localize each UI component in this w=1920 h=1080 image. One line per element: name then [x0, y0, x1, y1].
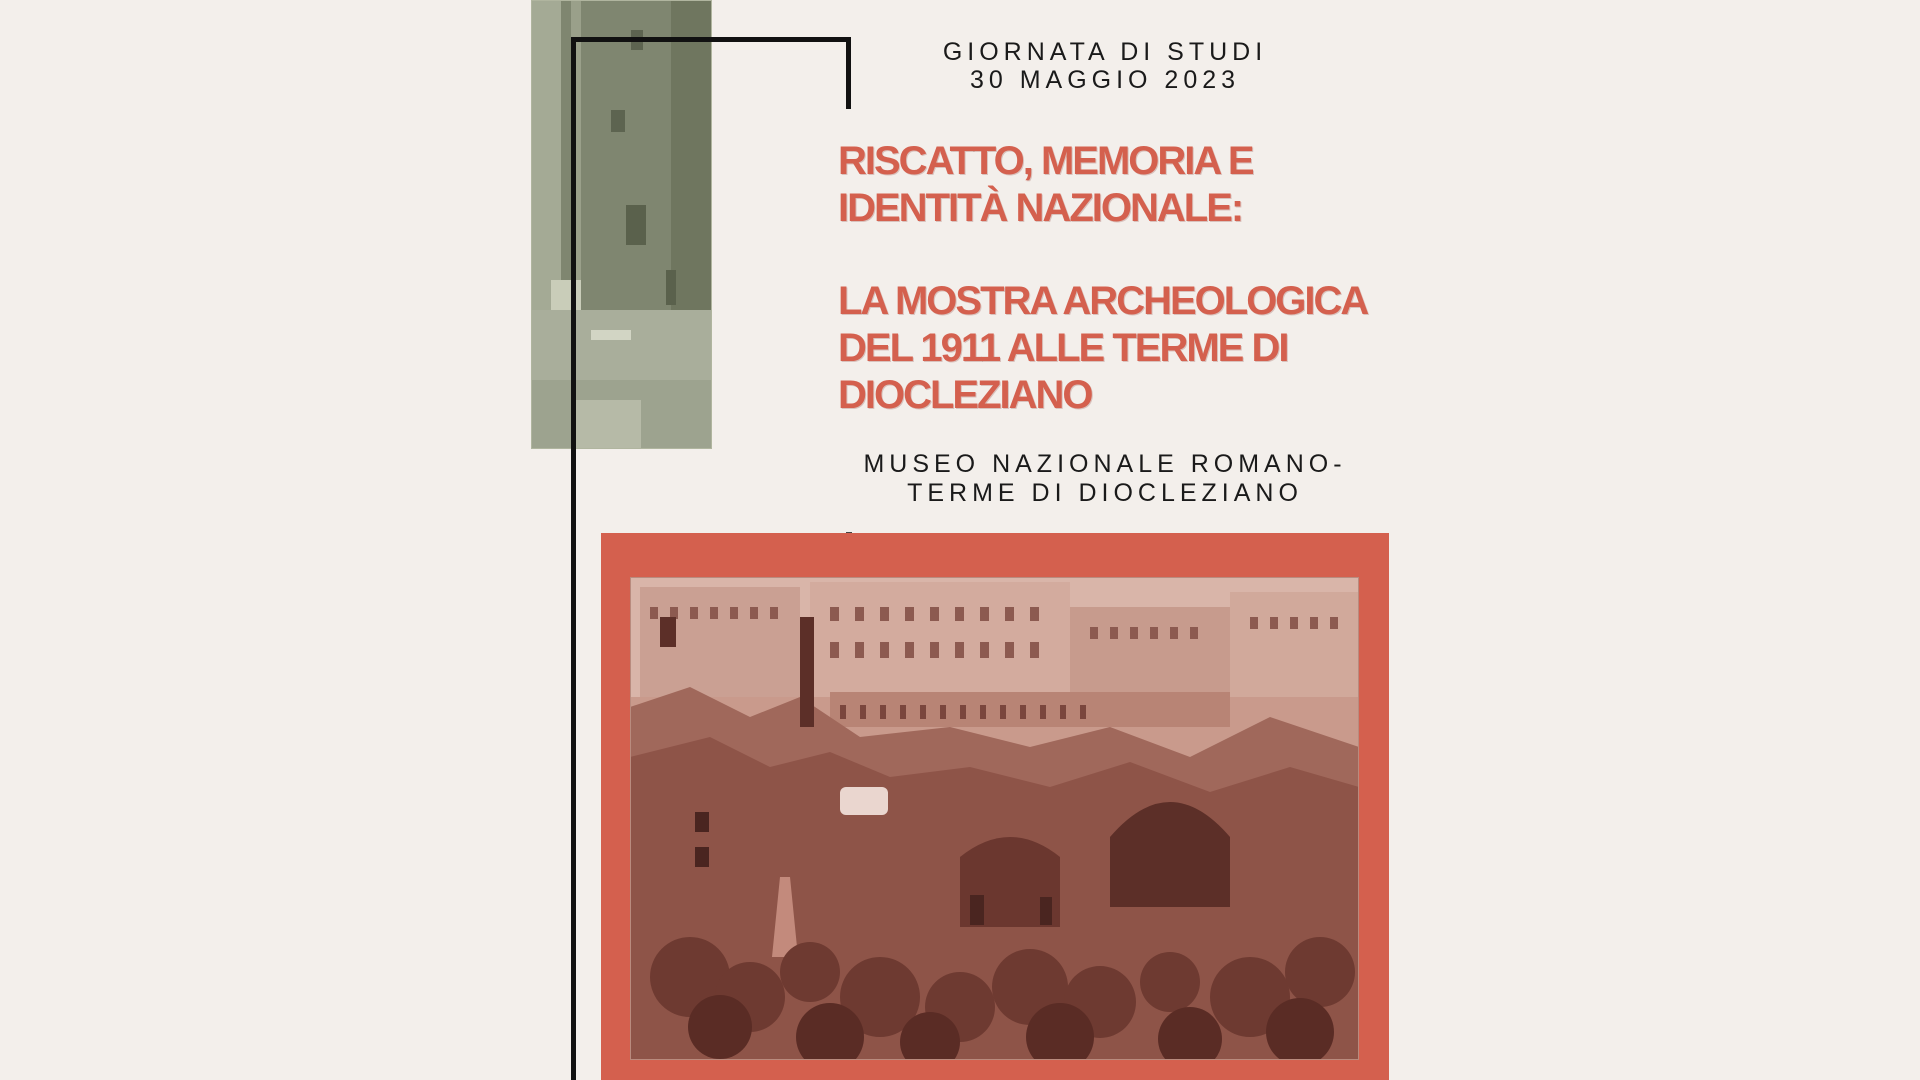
title-line: IDENTITÀ NAZIONALE:: [838, 186, 1243, 230]
bracket-top-line: [571, 37, 851, 42]
title-spacer: [838, 232, 1398, 278]
title-line: DIOCLEZIANO: [838, 373, 1092, 417]
poster-title: [838, 138, 1398, 419]
baths-of-diocletian-photo: [630, 577, 1359, 1060]
title-line: DEL 1911 ALLE TERME DI: [838, 326, 1288, 370]
event-type: GIORNATA DI STUDI: [942, 38, 1268, 66]
venue-line: MUSEO NAZIONALE ROMANO-: [863, 450, 1347, 478]
title-line: RISCATTO, MEMORIA E: [838, 139, 1253, 183]
event-date: 30 MAGGIO 2023: [969, 66, 1241, 94]
bracket-vertical-line: [571, 37, 576, 1080]
venue-line: TERME DI DIOCLEZIANO: [907, 479, 1303, 507]
title-line: LA MOSTRA ARCHEOLOGICA: [838, 279, 1368, 323]
archival-ruins-photo: [531, 0, 712, 449]
